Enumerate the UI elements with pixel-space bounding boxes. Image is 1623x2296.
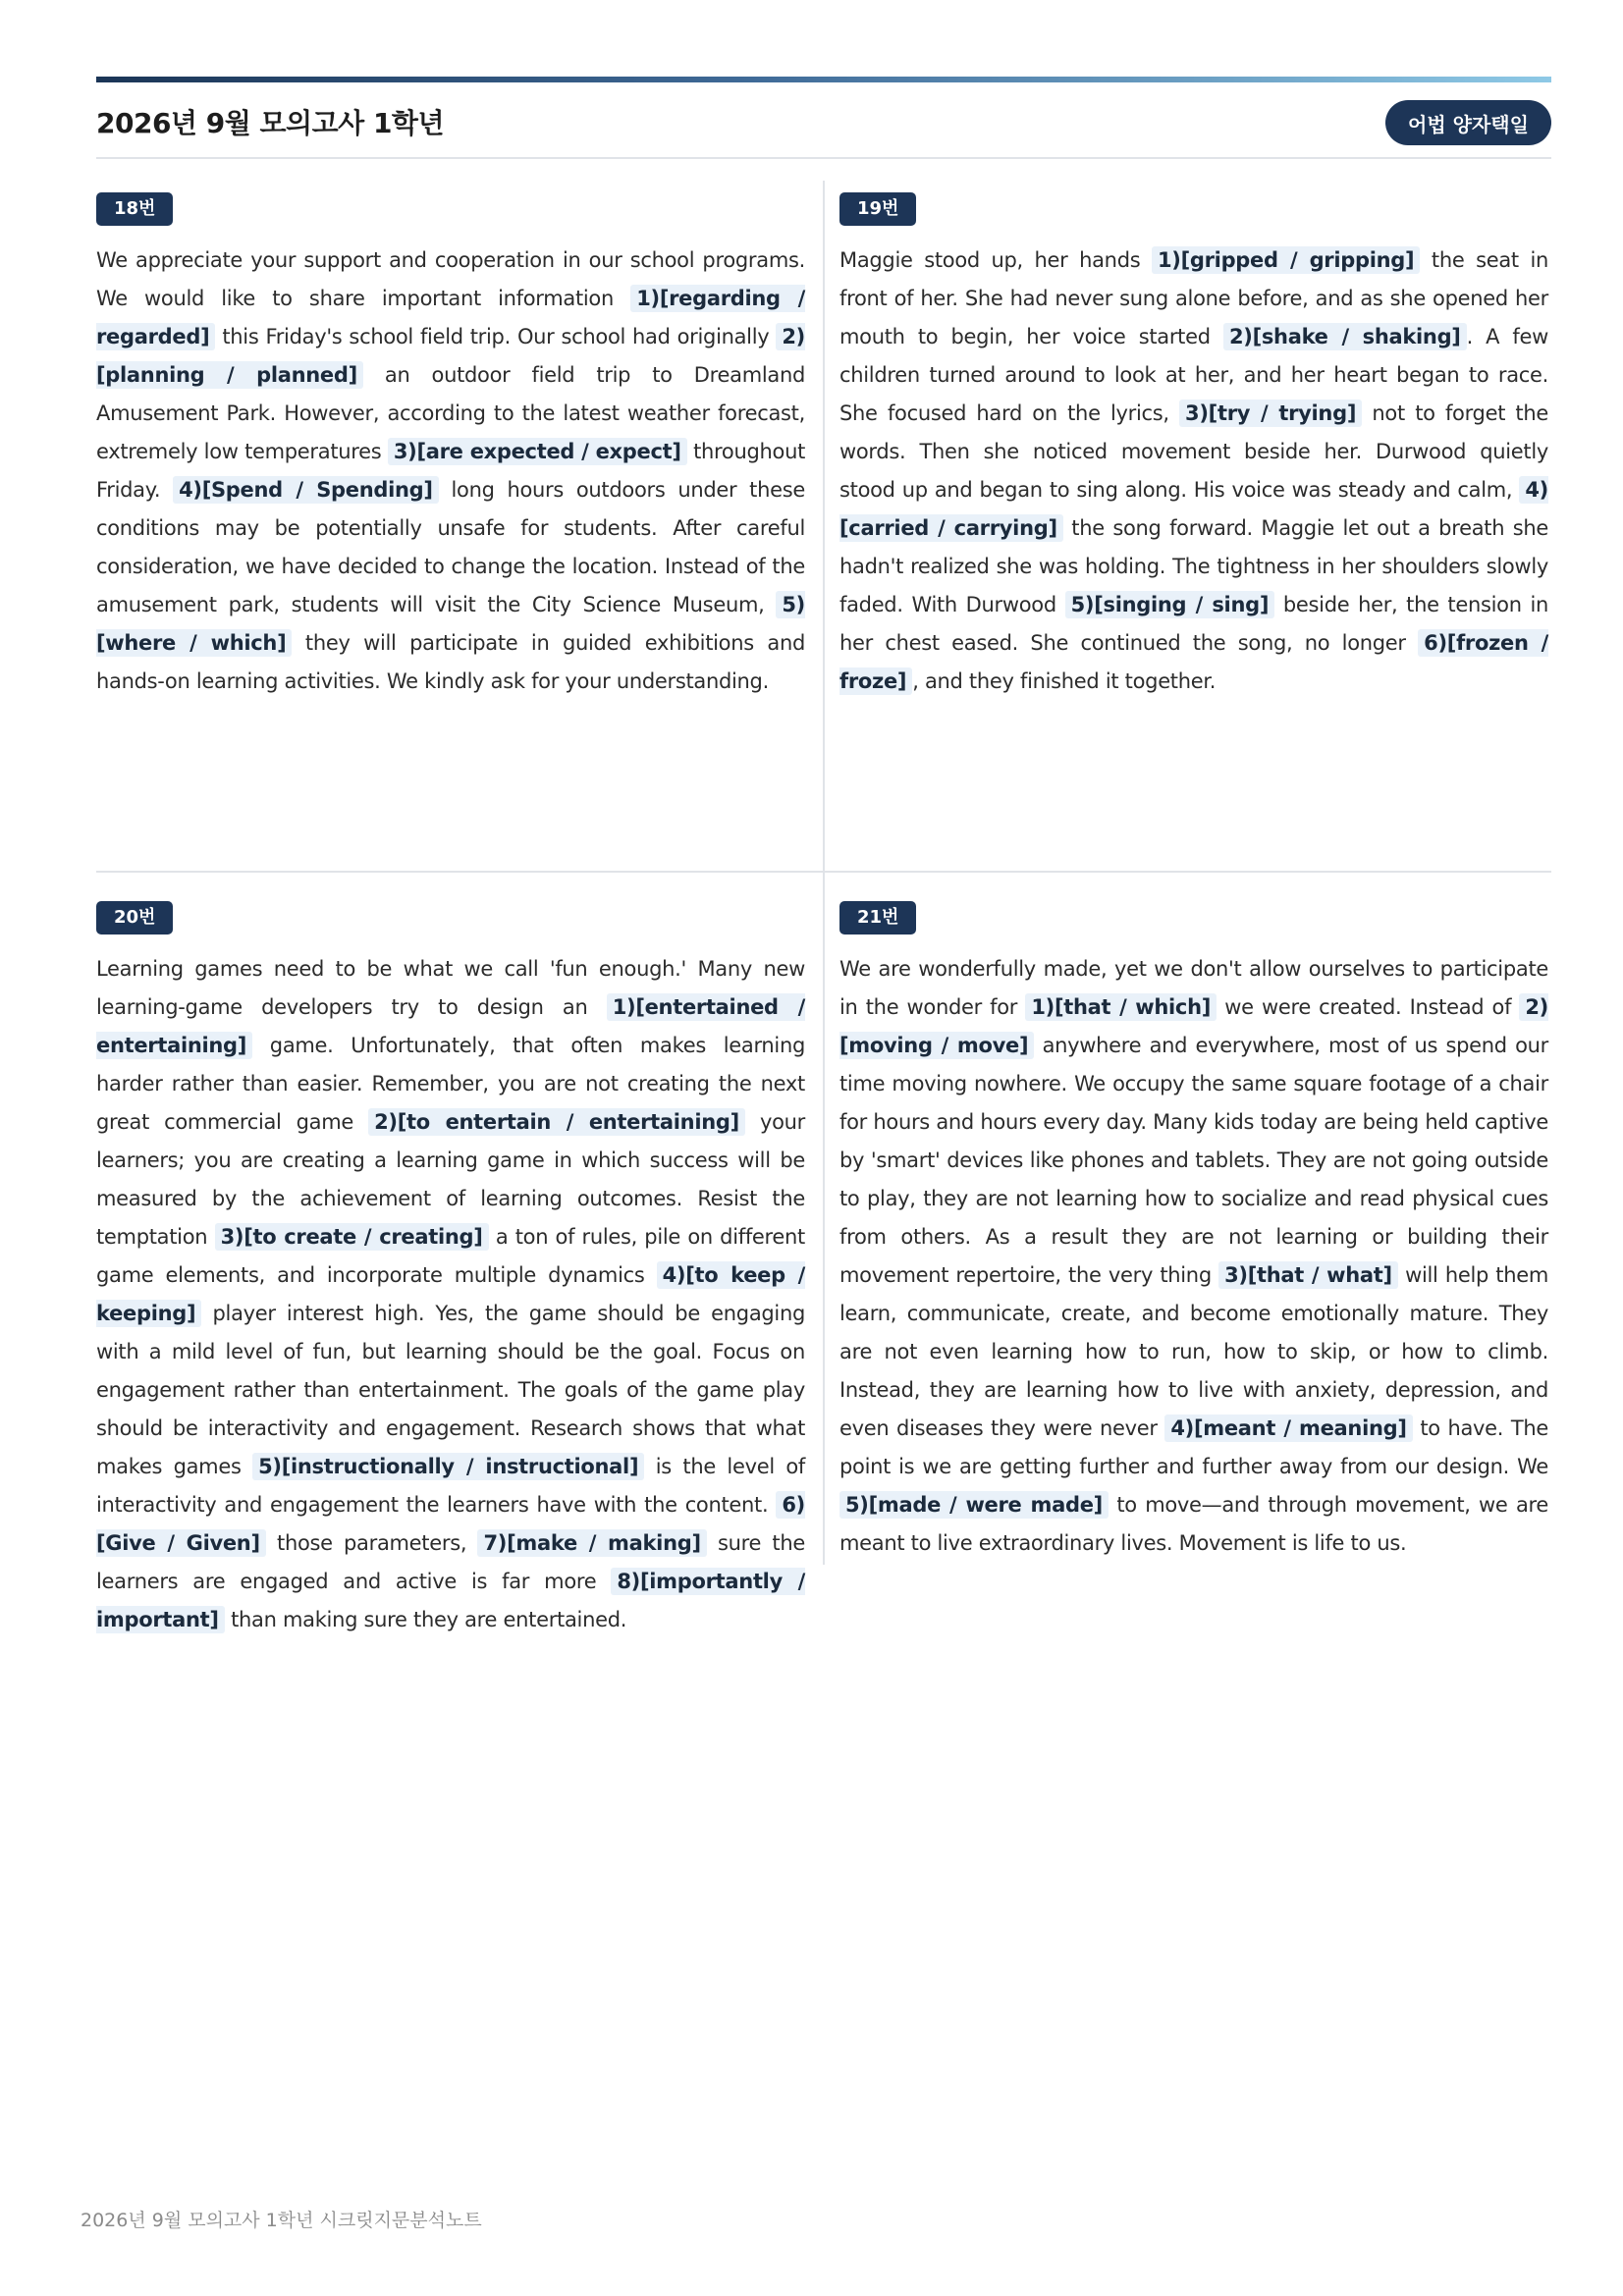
grammar-choice: 5)[instructionally / instructional] [252, 1453, 644, 1480]
passage-segment: the seat in front of her. She had never sung alone before, and as she opened her mouth to begin, her voice started [839, 248, 1549, 348]
grammar-choice: 4)[Spend / Spending] [173, 476, 439, 504]
grammar-choice: 5)[singing / sing] [1065, 591, 1275, 618]
passage-text [839, 950, 1548, 1563]
passage-segment: this Friday's school field trip. Our school had originally [215, 325, 777, 348]
question-21 [839, 901, 1548, 1563]
passage-segment: your learners; you are creating a learning game in which success will be measured by the achievement of learning outcomes. Resist the temptation [96, 1110, 805, 1249]
passage-segment: We appreciate your support and cooperation in our school programs. We would like to share important information [96, 248, 805, 310]
grammar-choice: 6)[frozen / froze] [839, 631, 1548, 693]
grammar-choice: 6)[Give / Given] [96, 1493, 805, 1555]
grammar-choice: 1)[regarding / regarded] [96, 287, 805, 348]
grammar-choice: 2)[planning / planned] [96, 325, 805, 387]
passage-segment: the song forward. Maggie let out a breath she hadn't realized she was holding. The tightness in her shoulders slowly faded. With Durwood [839, 516, 1548, 616]
question-number-badge: 21번 [839, 901, 916, 934]
grammar-choice: 3)[to create / creating] [215, 1223, 489, 1251]
grammar-choice: 3)[are expected / expect] [388, 438, 687, 465]
row-divider [96, 871, 1551, 873]
grammar-choice: 1)[gripped / gripping] [1152, 246, 1420, 274]
passage-segment: not to forget the words. Then she noticed movement beside her. Durwood quietly stood up and began to sing along. His voice was steady and calm, [839, 401, 1548, 502]
grammar-choice: 7)[make / making] [477, 1529, 706, 1557]
column-divider [823, 181, 825, 1565]
question-18 [96, 192, 805, 701]
passage-segment: Maggie stood up, her hands [839, 248, 1152, 272]
passage-segment: beside her, the tension in her chest eased. She continued the song, no longer [839, 593, 1548, 655]
passage-segment: throughout Friday. [96, 440, 806, 502]
header-divider [96, 157, 1551, 159]
passage-text [96, 950, 805, 1639]
passage-segment: game. Unfortunately, that often makes learning harder rather than easier. Remember, you are not creating the next great commercial game [96, 1034, 805, 1134]
grammar-choice: 4)[to keep / keeping] [96, 1263, 805, 1325]
passage-segment: player interest high. Yes, the game should be engaging with a mild level of fun, but learning should be the goal. Focus on engagement rather than entertainment. The goals of the game play should be interactivity and engagement. Research shows that what makes games [96, 1302, 805, 1478]
question-number-badge: 19번 [839, 192, 916, 226]
grammar-choice: 1)[that / which] [1025, 993, 1217, 1021]
passage-segment: a ton of rules, pile on different game elements, and incorporate multiple dynamics [96, 1225, 805, 1287]
grammar-choice: 4)[carried / carrying] [839, 478, 1548, 540]
passage-segment: we were created. Instead of [1217, 995, 1520, 1019]
question-20 [96, 901, 805, 1639]
grammar-choice: 3)[that / what] [1218, 1261, 1398, 1289]
passage-segment: Learning games need to be what we call 'fun enough.' Many new learning-game developers try to design an [96, 957, 805, 1019]
passage-segment: an outdoor field trip to Dreamland Amusement Park. However, according to the latest weather forecast, extremely low temperatures [96, 363, 805, 463]
passage-segment: We are wonderfully made, yet we don't allow ourselves to participate in the wonder for [839, 957, 1548, 1019]
passage-segment: will help them learn, communicate, create, and become emotionally mature. They are not even learning how to run, how to skip, or how to climb. Instead, they are learning how to live with anxiety, depression, and even diseases they were never [839, 1263, 1548, 1440]
grammar-choice: 4)[meant / meaning] [1164, 1415, 1412, 1442]
grammar-choice: 2)[shake / shaking] [1223, 323, 1467, 350]
passage-segment: those parameters, [265, 1531, 478, 1555]
passage-segment: , and they finished it together. [912, 669, 1217, 693]
passage-segment: to have. The point is we are getting further and further away from our design. We [839, 1416, 1548, 1478]
passage-segment: than making sure they are entertained. [224, 1608, 627, 1631]
passage-segment: to move—and through movement, we are meant to live extraordinary lives. Movement is life to us. [839, 1493, 1549, 1555]
passage-text [96, 241, 805, 701]
passage-segment: long hours outdoors under these conditions may be potentially unsafe for students. After careful consideration, we have decided to change the location. Instead of the amusement park, students will visit the City Science Museum, [96, 478, 805, 616]
grammar-choice: 5)[where / which] [96, 593, 805, 655]
question-number-badge: 20번 [96, 901, 173, 934]
passage-segment: they will participate in guided exhibitions and hands-on learning activities. We kindly ask for your understanding. [96, 631, 805, 693]
header-accent-bar [96, 77, 1551, 82]
grammar-choice: 2)[to entertain / entertaining] [368, 1108, 745, 1136]
question-number-badge: 18번 [96, 192, 173, 226]
passage-segment: is the level of interactivity and engagement the learners have with the content. [96, 1455, 805, 1517]
passage-segment: . A few children turned around to look at her, and her heart began to race. She focused hard on the lyrics, [839, 325, 1549, 425]
grammar-choice: 2)[moving / move] [839, 995, 1548, 1057]
grammar-choice: 3)[try / trying] [1179, 400, 1362, 427]
question-19 [839, 192, 1548, 701]
passage-text [839, 241, 1548, 701]
passage-segment: anywhere and everywhere, most of us spend our time moving nowhere. We occupy the same square footage of a chair for hours and hours every day. Many kids today are being held captive by 'smart' devices like phones and tablets. They are not going outside to play, they are not learning how to socialize and read physical cues from others. As a result they are not learning or building their movement repertoire, the very thing [839, 1034, 1548, 1287]
passage-segment: sure the learners are engaged and active is far more [96, 1531, 805, 1593]
grammar-choice: 8)[importantly / important] [96, 1570, 805, 1631]
grammar-choice: 1)[entertained / entertaining] [96, 995, 806, 1057]
grammar-choice: 5)[made / were made] [839, 1491, 1109, 1519]
category-badge: 어법 양자택일 [1385, 100, 1551, 145]
page-footer: 2026년 9월 모의고사 1학년 시크릿지문분석노트 [81, 2210, 482, 2231]
page-title: 2026년 9월 모의고사 1학년 [96, 107, 445, 139]
